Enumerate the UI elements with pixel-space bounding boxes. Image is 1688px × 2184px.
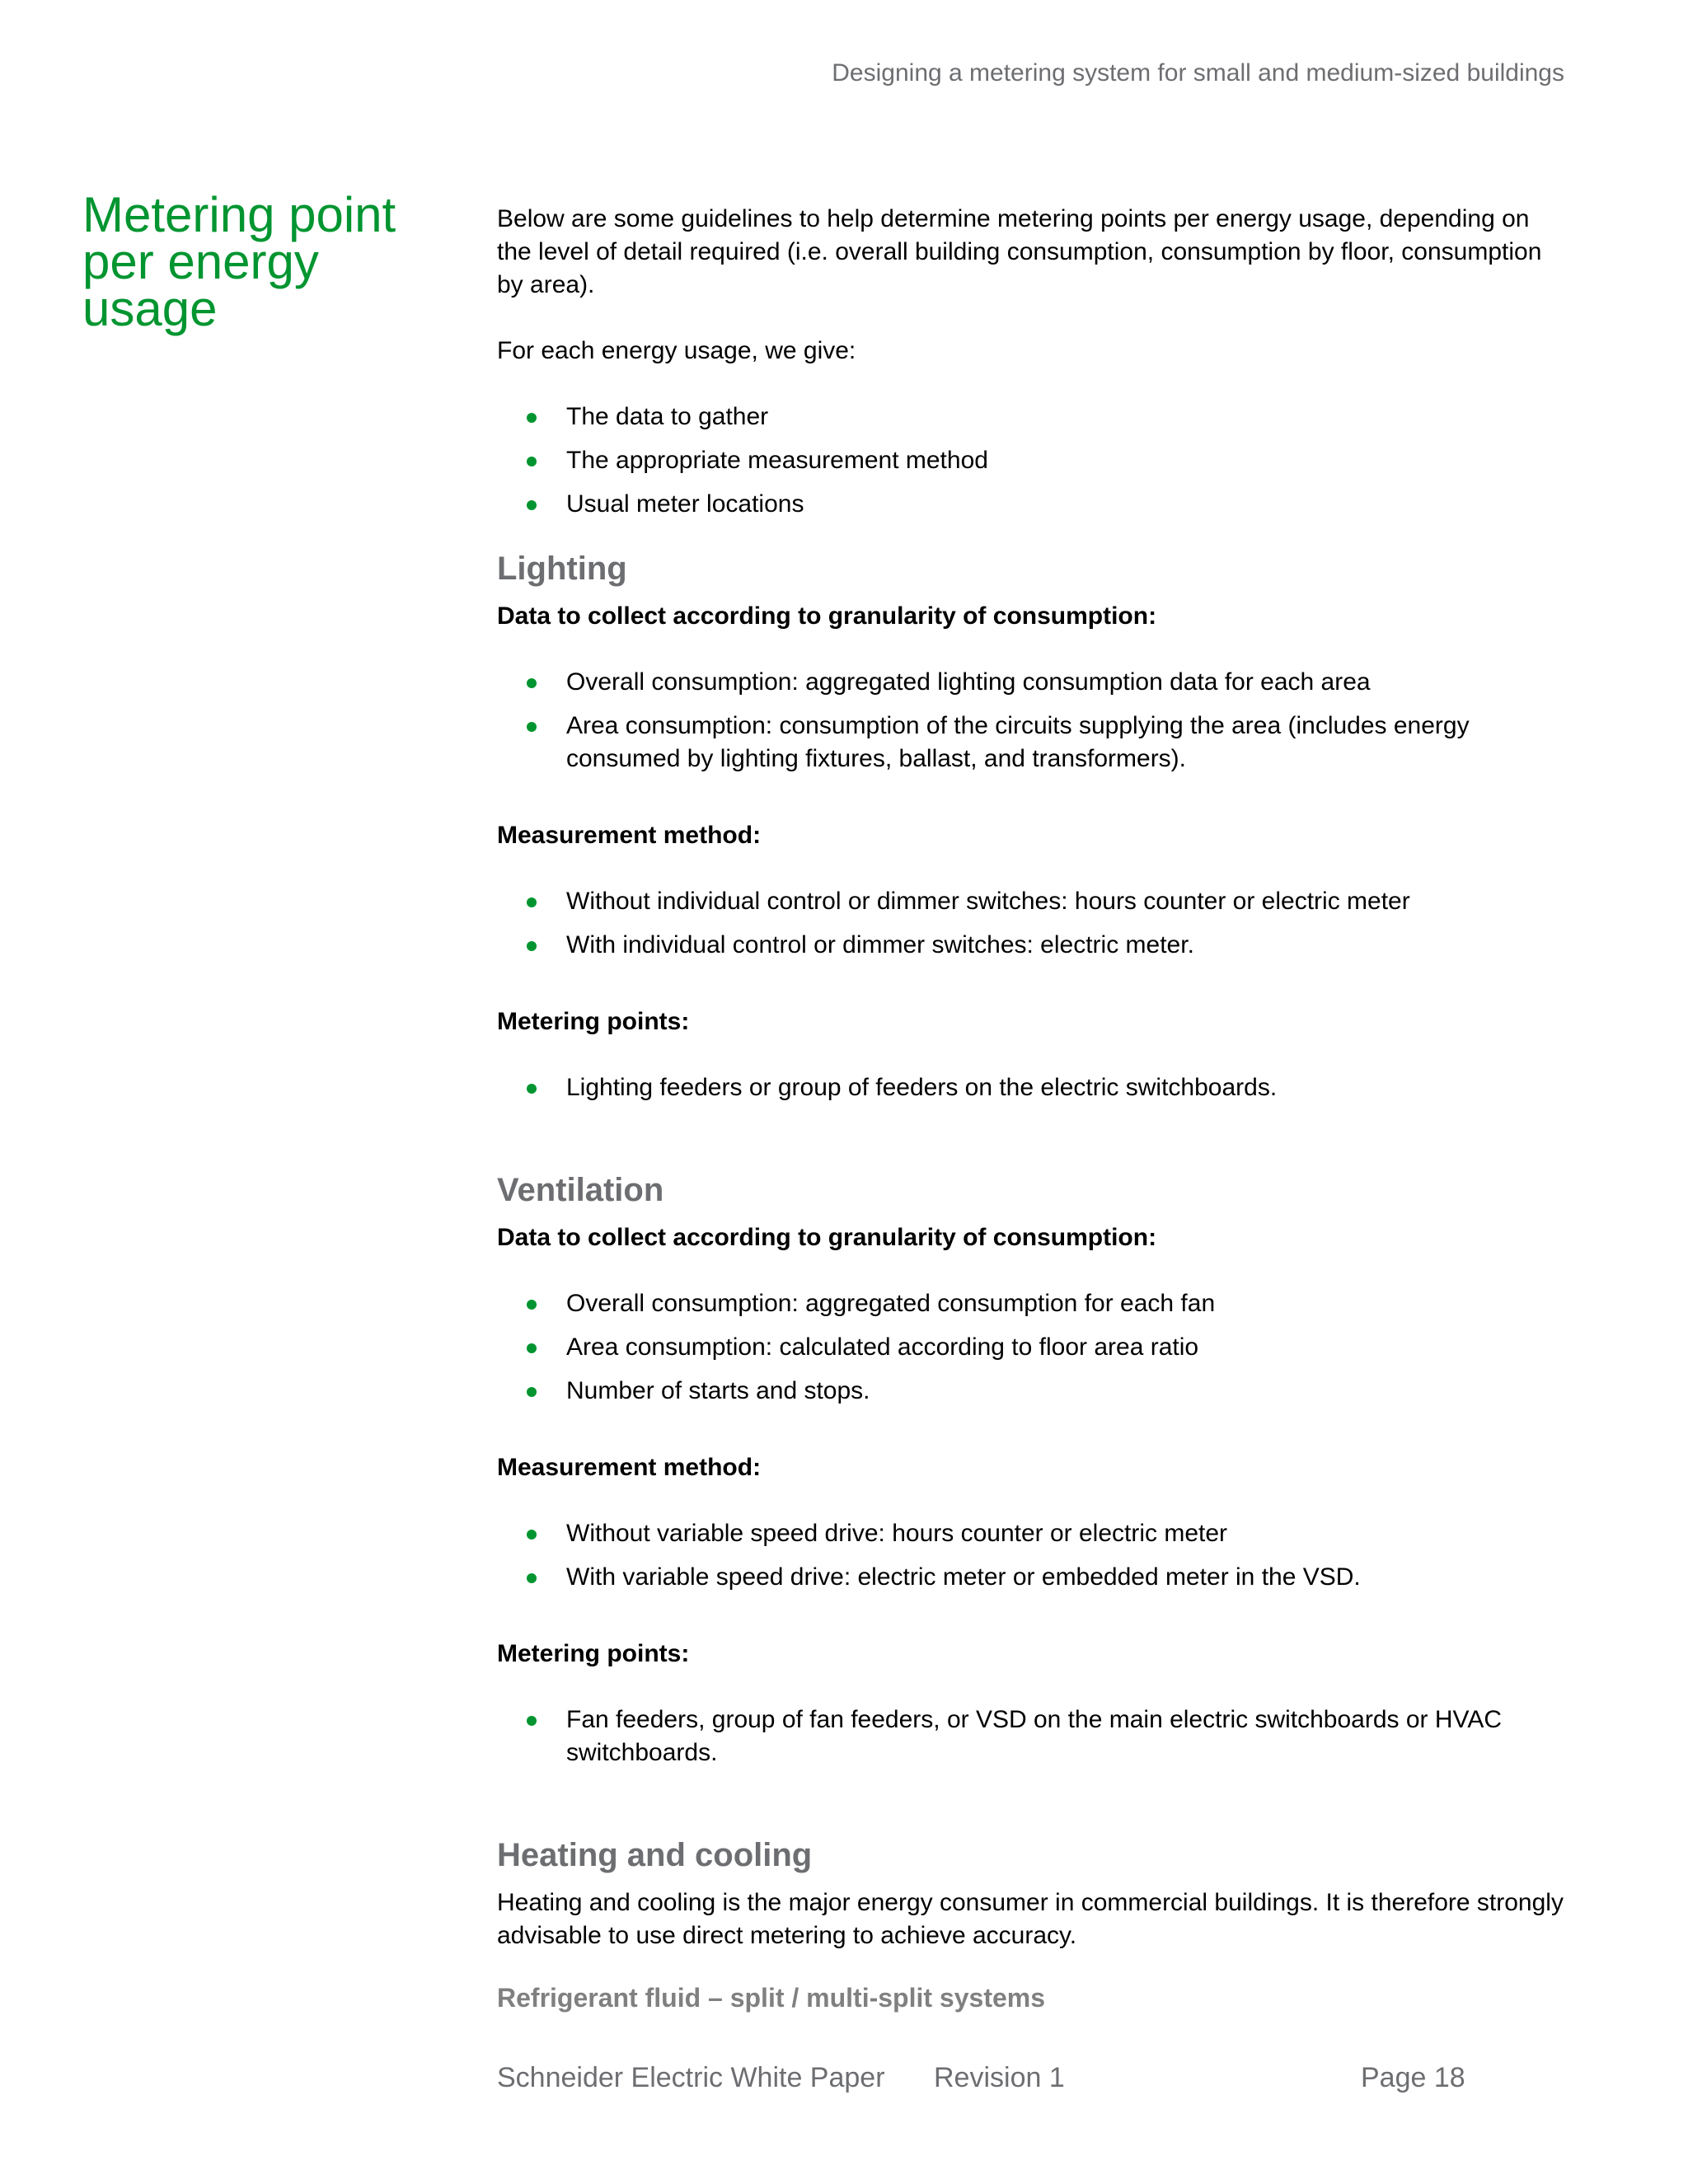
bullet-icon: [527, 1387, 537, 1397]
bullet-icon: [527, 500, 537, 510]
main-content: [497, 203, 1568, 2013]
bullet-icon: [527, 1300, 537, 1310]
footer-revision: Revision 1: [934, 2062, 1065, 2093]
list-item: Fan feeders, group of fan feeders, or VSD on the main electric switchboards or HVAC switchboards.: [497, 1704, 1568, 1769]
section-heading-lighting: Lighting: [497, 551, 627, 587]
bullet-icon: [527, 898, 537, 907]
list-item: The appropriate measurement method: [497, 444, 1568, 477]
list-item: With individual control or dimmer switches: electric meter.: [497, 929, 1568, 962]
list-item: Lighting feeders or group of feeders on the electric switchboards.: [497, 1071, 1568, 1104]
footer-page-number: Page 18: [1361, 2062, 1465, 2093]
list-item: Without variable speed drive: hours counter or electric meter: [497, 1517, 1568, 1550]
bullet-icon: [527, 1343, 537, 1353]
ventilation-data-list: [497, 1287, 1568, 1408]
list-item: With variable speed drive: electric meter or embedded meter in the VSD.: [497, 1561, 1568, 1594]
list-item: Overall consumption: aggregated consumption for each fan: [497, 1287, 1568, 1320]
lighting-data-list: [497, 666, 1568, 776]
heating-paragraph: Heating and cooling is the major energy consumer in commercial buildings. It is therefore strongly advisable to use direct metering to achieve accuracy.: [497, 1889, 1564, 1949]
data-label: Data to collect according to granularity of consumption:: [497, 602, 1157, 630]
points-label: Metering points:: [497, 1640, 690, 1667]
header-title: Designing a metering system for small and medium-sized buildings: [832, 59, 1564, 87]
points-label: Metering points:: [497, 1008, 690, 1035]
bullet-icon: [527, 678, 537, 688]
heating-subheading: Refrigerant fluid – split / multi-split systems: [497, 1983, 1046, 2013]
list-item: The data to gather: [497, 401, 1568, 434]
lighting-points-list: [497, 1071, 1568, 1104]
bullet-icon: [527, 941, 537, 951]
bullet-icon: [527, 722, 537, 732]
bullet-icon: [527, 1573, 537, 1583]
method-label: Measurement method:: [497, 822, 762, 849]
lighting-method-list: [497, 885, 1568, 962]
section-heading-heating: Heating and cooling: [497, 1837, 813, 1873]
list-item: Without individual control or dimmer switches: hours counter or electric meter: [497, 885, 1568, 918]
bullet-icon: [527, 1716, 537, 1726]
method-label: Measurement method:: [497, 1454, 762, 1481]
intro-lead: For each energy usage, we give:: [497, 337, 856, 364]
list-item: Number of starts and stops.: [497, 1375, 1568, 1408]
section-heading-ventilation: Ventilation: [497, 1172, 664, 1208]
bullet-icon: [527, 1084, 537, 1094]
list-item: Overall consumption: aggregated lighting consumption data for each area: [497, 666, 1568, 699]
data-label: Data to collect according to granularity of consumption:: [497, 1224, 1157, 1251]
ventilation-points-list: [497, 1704, 1568, 1769]
ventilation-method-list: [497, 1517, 1568, 1594]
side-title: Metering point per energy usage: [82, 187, 396, 336]
list-item: Area consumption: calculated according to floor area ratio: [497, 1331, 1568, 1364]
footer-company: Schneider Electric White Paper: [497, 2062, 885, 2093]
list-item: Area consumption: consumption of the circuits supplying the area (includes energy consumed by lighting fixtures, ballast, and transformers).: [497, 710, 1568, 776]
bullet-icon: [527, 413, 537, 423]
list-item: Usual meter locations: [497, 488, 1568, 521]
bullet-icon: [527, 457, 537, 466]
bullet-icon: [527, 1530, 537, 1540]
intro-list: [497, 401, 1568, 521]
intro-paragraph: Below are some guidelines to help determine metering points per energy usage, depending on the level of detail required (i.e. overall building consumption, consumption by floor, consumption by area).: [497, 205, 1542, 298]
